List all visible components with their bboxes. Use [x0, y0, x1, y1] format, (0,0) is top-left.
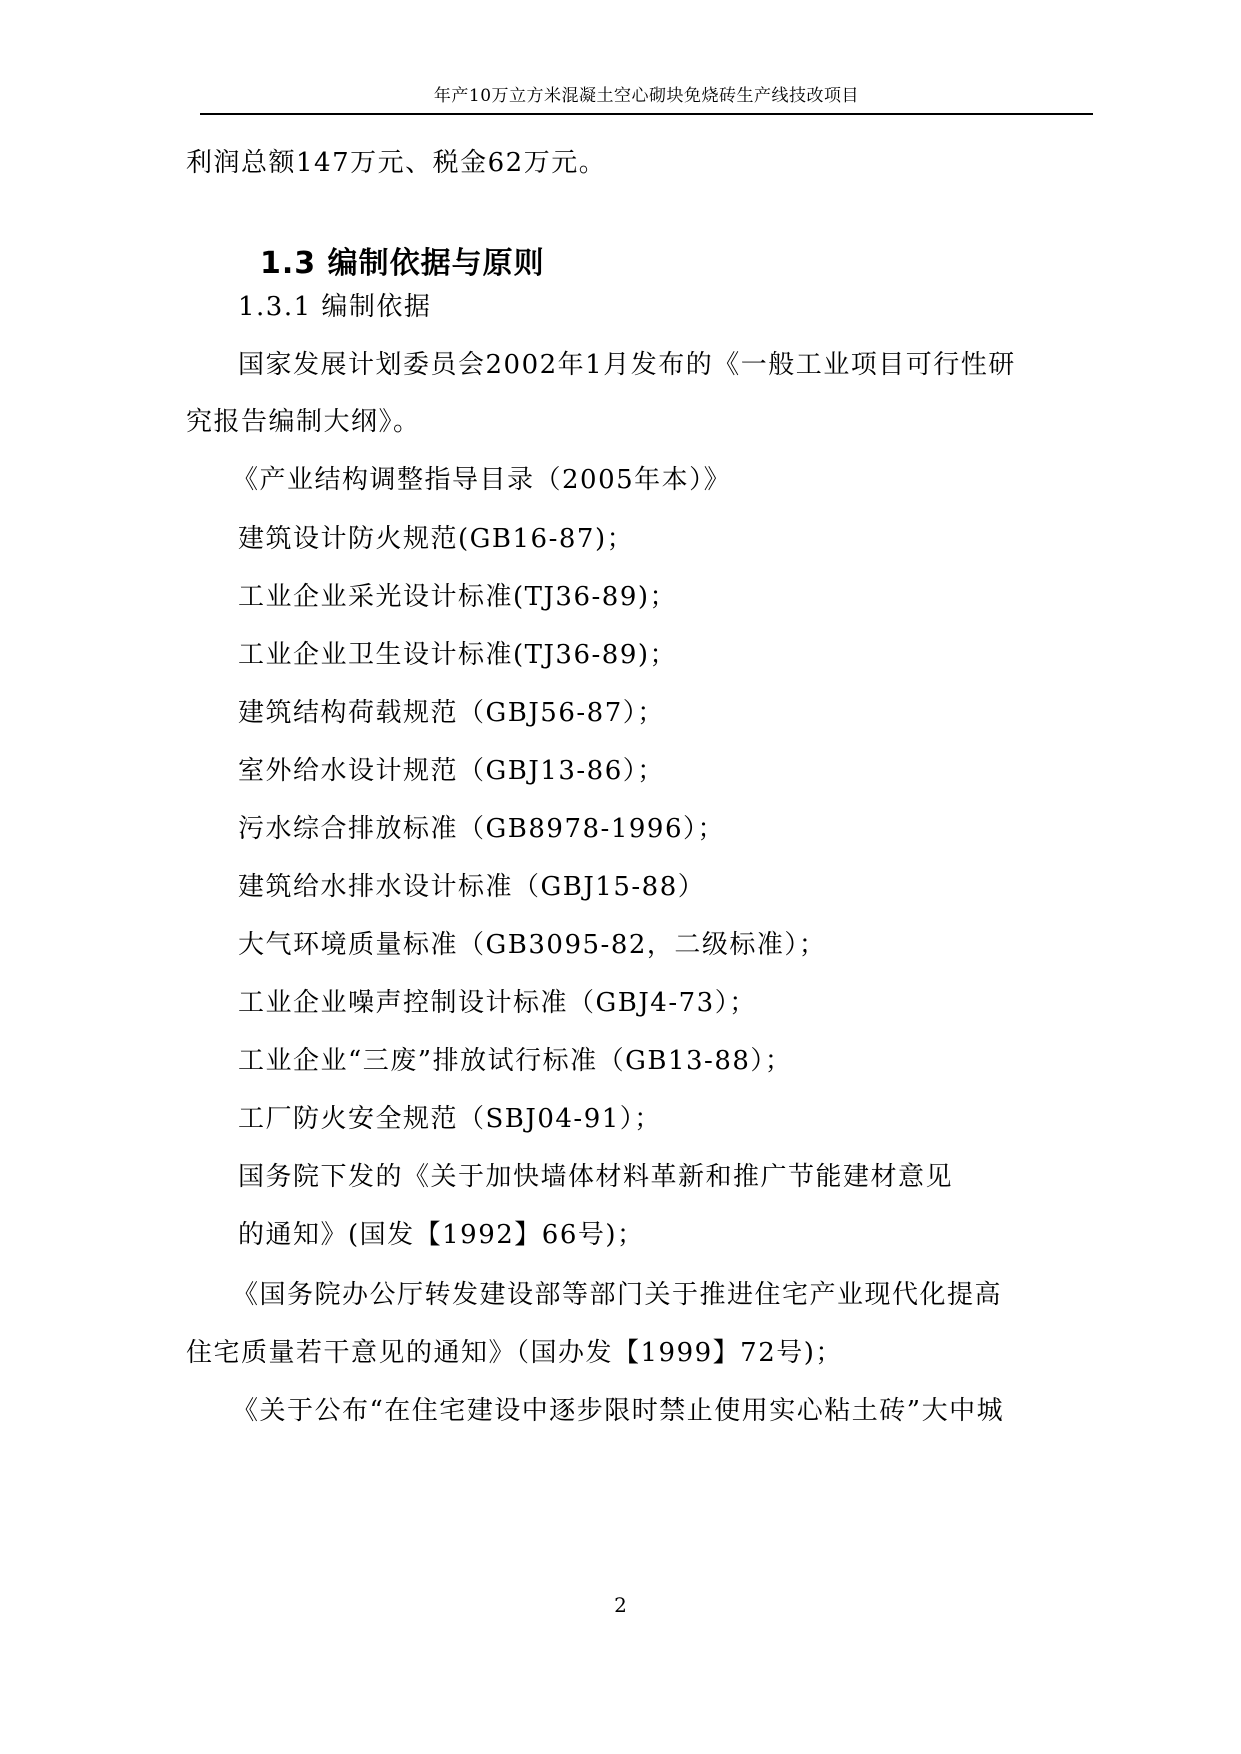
header-rule: [200, 113, 1093, 115]
intro-tail: 利润总额147万元、税金62万元。: [186, 148, 607, 178]
paragraph-line: 《国务院办公厅转发建设部等部门关于推进住宅产业现代化提高: [232, 1280, 1003, 1310]
page-number: 2: [614, 1593, 627, 1617]
paragraph-line: 室外给水设计规范（GBJ13-86）；: [238, 756, 665, 786]
paragraph-line: 建筑结构荷载规范（GBJ56-87）；: [238, 698, 665, 728]
paragraph-line: 住宅质量若干意见的通知》（国办发【1999】72号)；: [186, 1338, 843, 1368]
paragraph-line: 国务院下发的《关于加快墙体材料革新和推广节能建材意见: [238, 1162, 954, 1192]
paragraph-line: 究报告编制大纲》。: [186, 407, 421, 437]
paragraph-line: 的通知》(国发【1992】66号)；: [238, 1220, 645, 1250]
paragraph-line: 《关于公布“在住宅建设中逐步限时禁止使用实心粘土砖”大中城: [232, 1396, 1005, 1426]
paragraph-line: 大气环境质量标准（GB3095-82，二级标准）；: [238, 930, 827, 960]
paragraph-line: 《产业结构调整指导目录（2005年本）》: [232, 465, 732, 495]
paragraph-line: 建筑给水排水设计标准（GBJ15-88）: [238, 872, 706, 902]
running-header: 年产10万立方米混凝土空心砌块免烧砖生产线技改项目: [433, 86, 860, 106]
section-title: 1.3 编制依据与原则: [260, 246, 545, 281]
paragraph-line: 工业企业采光设计标准(TJ36-89)；: [238, 582, 678, 612]
paragraph-line: 建筑设计防火规范(GB16-87)；: [238, 524, 635, 554]
subsection-title: 1.3.1 编制依据: [238, 292, 432, 322]
paragraph-line: 工厂防火安全规范（SBJ04-91）；: [238, 1104, 662, 1134]
paragraph-line: 工业企业“三废”排放试行标准（GB13-88）；: [238, 1046, 793, 1076]
paragraph-line: 国家发展计划委员会2002年1月发布的《一般工业项目可行性研: [238, 350, 1016, 380]
paragraph-line: 污水综合排放标准（GB8978-1996）；: [238, 814, 725, 844]
paragraph-line: 工业企业噪声控制设计标准（GBJ4-73）；: [238, 988, 757, 1018]
paragraph-line: 工业企业卫生设计标准(TJ36-89)；: [238, 640, 678, 670]
